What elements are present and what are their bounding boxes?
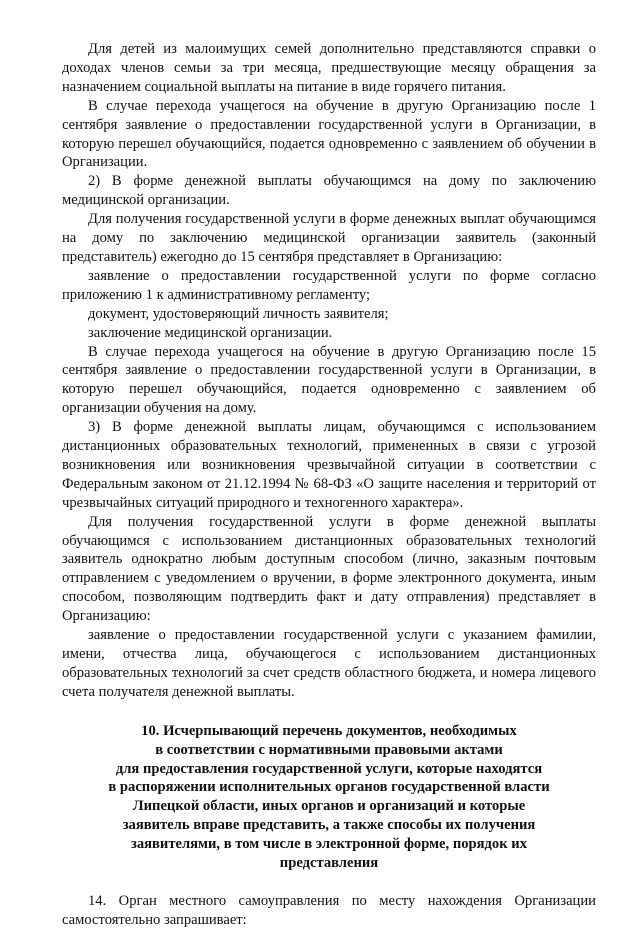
list-item-medical-conclusion: заключение медицинской организации. xyxy=(88,324,333,341)
paragraph-item-14: 14. Орган местного самоуправления по месту нахождения Организации самостоятельно запрашивает: xyxy=(62,892,596,928)
heading-line: представления xyxy=(279,855,379,872)
paragraph-home-schooling-requirements: Для получения государственной услуги в форме денежных выплат обучающимся на дому по заключению медицинской организации заявитель (законный представитель) ежегодно до 15 сентября представляет в Организацию: xyxy=(62,211,596,265)
paragraph-distance-learning-option: 3) В форме денежной выплаты лицам, обучающимся с использованием дистанционных образовательных технологий, примененных в связи с угрозой возникновения или возникновения чрезвычайной ситуации в соответствии с Федеральным законом от 21.12.1994 № 68-ФЗ «О защите населения и территорий от чрезвычайных ситуаций природного и техногенного характера». xyxy=(62,419,596,511)
paragraph-distance-learning-requirements: Для получения государственной услуги в форме денежной выплаты обучающимся с использованием дистанционных образовательных технологий заявитель однократно любым доступным способом (лично, заказным почтовым отправлением с уведомлением о вручении, в форме электронного документа, иным способом, позволяющим подтвердить факт и дату отправления) представляет в Организацию: xyxy=(62,513,596,625)
paragraph-home-schooling-option: 2) В форме денежной выплаты обучающимся на дому по заключению медицинской организации. xyxy=(62,173,596,209)
paragraph-low-income-certificates: Для детей из малоимущих семей дополнительно представляются справки о доходах членов семьи за три месяца, предшествующие месяцу обращения за назначением социальной выплаты на питание в виде горячего питания. xyxy=(62,41,596,95)
list-item-identity-document: документ, удостоверяющий личность заявителя; xyxy=(88,305,389,322)
heading-line: в соответствии с нормативными правовыми актами xyxy=(155,741,503,758)
heading-line: заявитель вправе представить, а также способы их получения xyxy=(122,817,536,834)
heading-line: для предоставления государственной услуги, которые находятся xyxy=(115,760,543,777)
paragraph-transfer-after-sept-15: В случае перехода учащегося на обучение в другую Организацию после 15 сентября заявление о предоставлении государственной услуги в Организации, в которую перешел обучающийся, подается одновременно с заявлением об организации обучения на дому. xyxy=(62,343,596,417)
document-page xyxy=(62,40,596,930)
heading-line: 10. Исчерпывающий перечень документов, необходимых xyxy=(141,722,517,739)
section-heading xyxy=(62,722,596,873)
list-item-application: заявление о предоставлении государственной услуги по форме согласно приложению 1 к административному регламенту; xyxy=(62,267,596,303)
list-item-distance-application: заявление о предоставлении государственной услуги с указанием фамилии, имени, отчества лица, обучающегося с использованием дистанционных образовательных технологий за счет средств областного бюджета, и номера лицевого счета получателя денежной выплаты. xyxy=(62,627,596,700)
heading-line: Липецкой области, иных органов и организаций и которые xyxy=(132,798,526,815)
heading-line: заявителями, в том числе в электронной форме, порядок их xyxy=(130,836,527,853)
paragraph-transfer-after-sept-1: В случае перехода учащегося на обучение в другую Организацию после 1 сентября заявление о предоставлении государственной услуги в Организации, в которую перешел обучающийся, подается одновременно с заявлением об обучении в Организации. xyxy=(62,97,596,171)
heading-line: в распоряжении исполнительных органов государственной власти xyxy=(108,779,550,796)
